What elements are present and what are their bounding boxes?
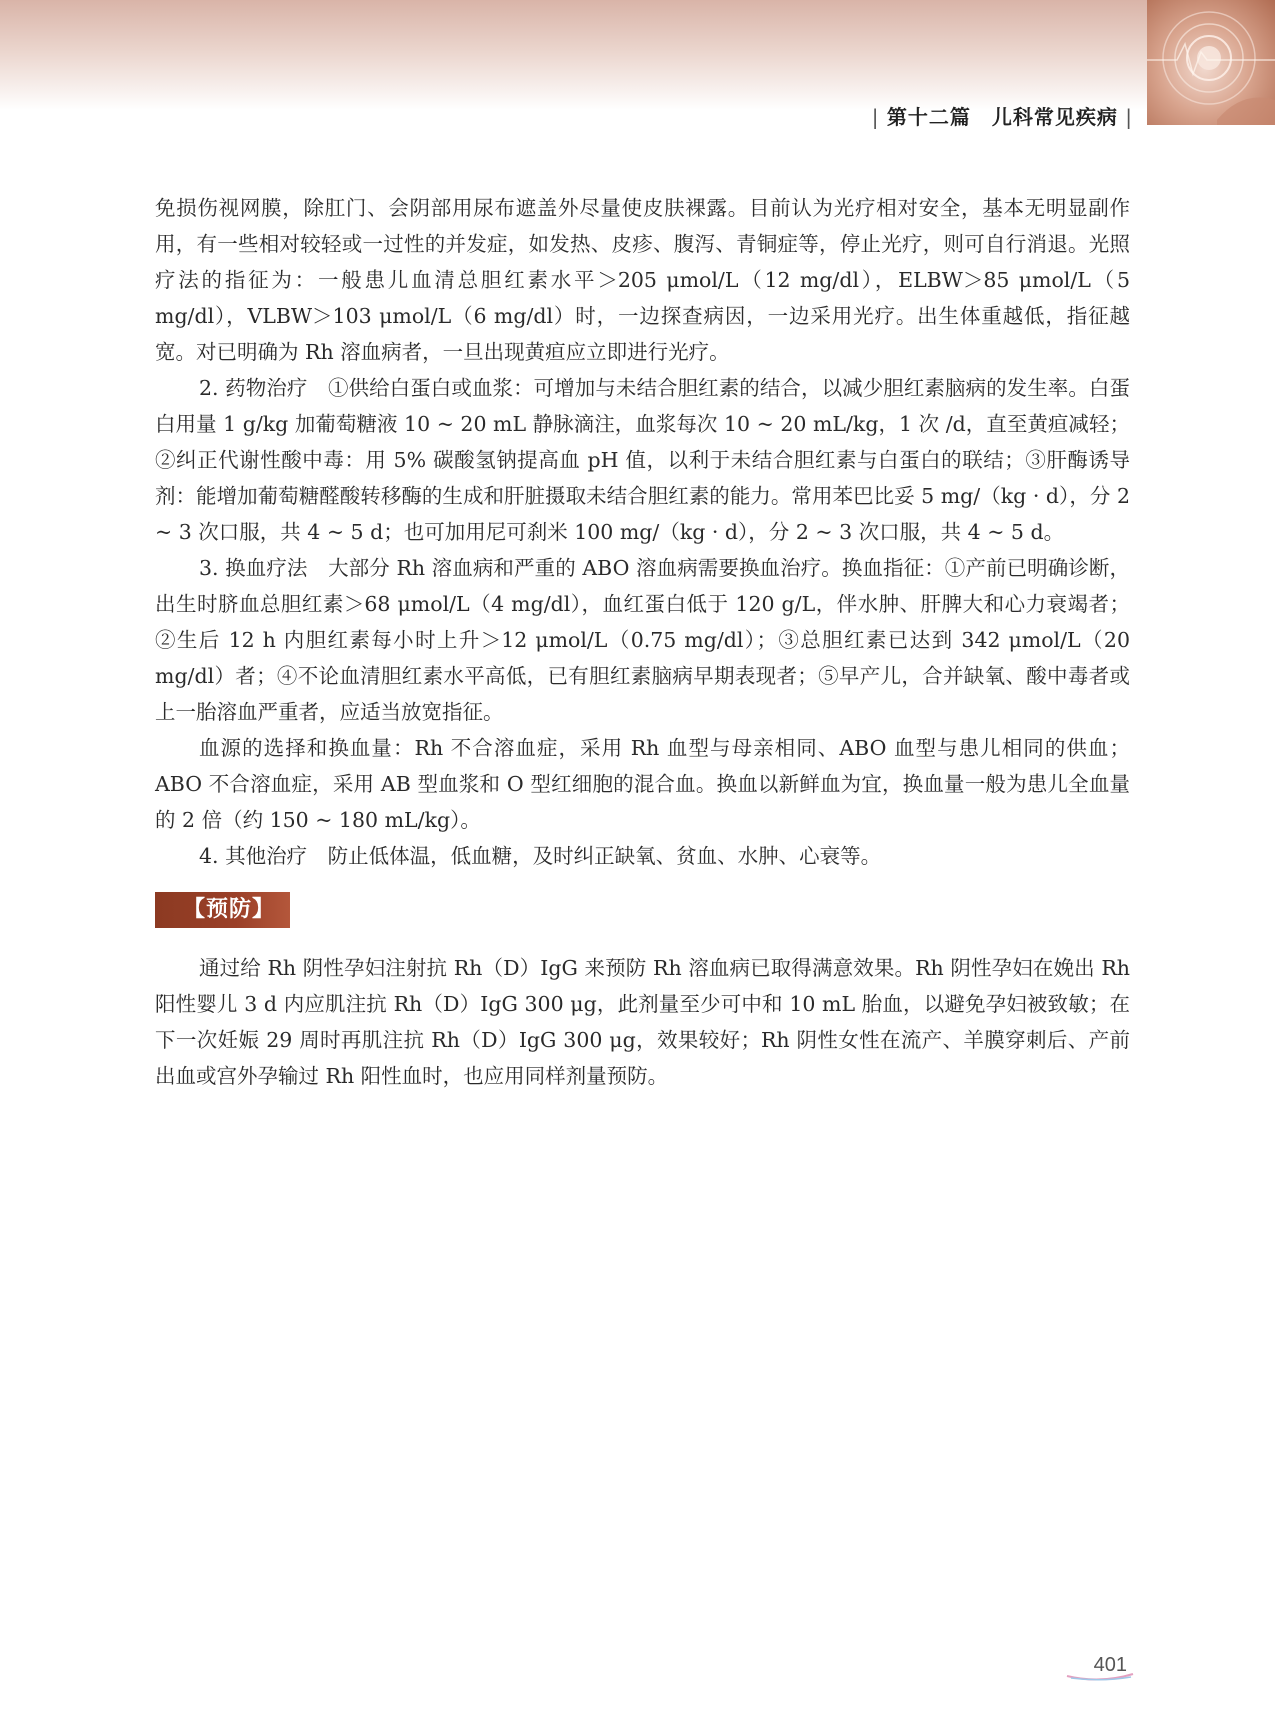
page-number-swoosh-icon [1065, 1668, 1135, 1682]
paragraph-prevention: 通过给 Rh 阴性孕妇注射抗 Rh（D）IgG 来预防 Rh 溶血病已取得满意效果。Rh 阴性孕妇在娩出 Rh 阳性婴儿 3 d 内应肌注抗 Rh（D）IgG 300 μg，此剂量至少可中和 10 mL 胎血，以避免孕妇被致敏；在下一次妊娠 29 周时再肌注抗 Rh（D）IgG 300 μg，效果较好；Rh 阴性女性在流产、羊膜穿刺后、产前出血或宫外孕输过 Rh 阳性血时，也应用同样剂量预防。 [155, 956, 1130, 1088]
paragraph-phototherapy: 免损伤视网膜，除肛门、会阴部用尿布遮盖外尽量使皮肤裸露。目前认为光疗相对安全，基本无明显副作用，有一些相对较轻或一过性的并发症，如发热、皮疹、腹泻、青铜症等，停止光疗，则可自行消退。光照疗法的指征为：一般患儿血清总胆红素水平＞205 μmol/L（12 mg/dl），ELBW＞85 μmol/L（5 mg/dl），VLBW＞103 μmol/L（6 mg/dl）时，一边探查病因，一边采用光疗。出生体重越低，指征越宽。对已明确为 Rh 溶血病者，一旦出现黄疸应立即进行光疗。 [155, 196, 1130, 364]
paragraph-drug-therapy: 2. 药物治疗 ①供给白蛋白或血浆：可增加与未结合胆红素的结合，以减少胆红素脑病的发生率。白蛋白用量 1 g/kg 加葡萄糖液 10 ~ 20 mL 静脉滴注，血浆每次 10 ~ 20 mL/kg，1 次 /d，直至黄疸减轻；②纠正代谢性酸中毒：用 5% 碳酸氢钠提高血 pH 值，以利于未结合胆红素与白蛋白的联结；③肝酶诱导剂：能增加葡萄糖醛酸转移酶的生成和肝脏摄取未结合胆红素的能力。常用苯巴比妥 5 mg/（kg · d），分 2 ~ 3 次口服，共 4 ~ 5 d；也可加用尼可刹米 100 mg/（kg · d），分 2 ~ 3 次口服，共 4 ~ 5 d。 [155, 376, 1130, 544]
running-header [872, 101, 1133, 130]
section-heading-prevention: 【预防】 [155, 892, 290, 928]
stethoscope-decoration-icon [1147, 0, 1275, 125]
page-number: 401 [1093, 1654, 1127, 1676]
header-divider-left: | [871, 105, 880, 129]
paragraph-blood-source: 血源的选择和换血量：Rh 不合溶血症，采用 Rh 血型与母亲相同、ABO 血型与患儿相同的供血；ABO 不合溶血症，采用 AB 型血浆和 O 型红细胞的混合血。换血以新鲜血为宜，换血量一般为患儿全血量的 2 倍（约 150 ~ 180 mL/kg）。 [155, 736, 1130, 832]
header-divider-right: | [1125, 105, 1133, 129]
header-band [0, 0, 1275, 110]
body-text [155, 190, 1130, 1094]
chapter-title: 第十二篇 儿科常见疾病 [886, 105, 1118, 129]
paragraph-exchange-transfusion: 3. 换血疗法 大部分 Rh 溶血病和严重的 ABO 溶血病需要换血治疗。换血指征：①产前已明确诊断，出生时脐血总胆红素＞68 μmol/L（4 mg/dl），血红蛋白低于 120 g/L，伴水肿、肝脾大和心力衰竭者；②生后 12 h 内胆红素每小时上升＞12 μmol/L（0.75 mg/dl）；③总胆红素已达到 342 μmol/L（20 mg/dl）者；④不论血清胆红素水平高低，已有胆红素脑病早期表现者；⑤早产儿，合并缺氧、酸中毒者或上一胎溶血严重者，应适当放宽指征。 [155, 556, 1130, 724]
paragraph-other-therapy: 4. 其他治疗 防止低体温，低血糖，及时纠正缺氧、贫血、水肿、心衰等。 [199, 844, 882, 868]
